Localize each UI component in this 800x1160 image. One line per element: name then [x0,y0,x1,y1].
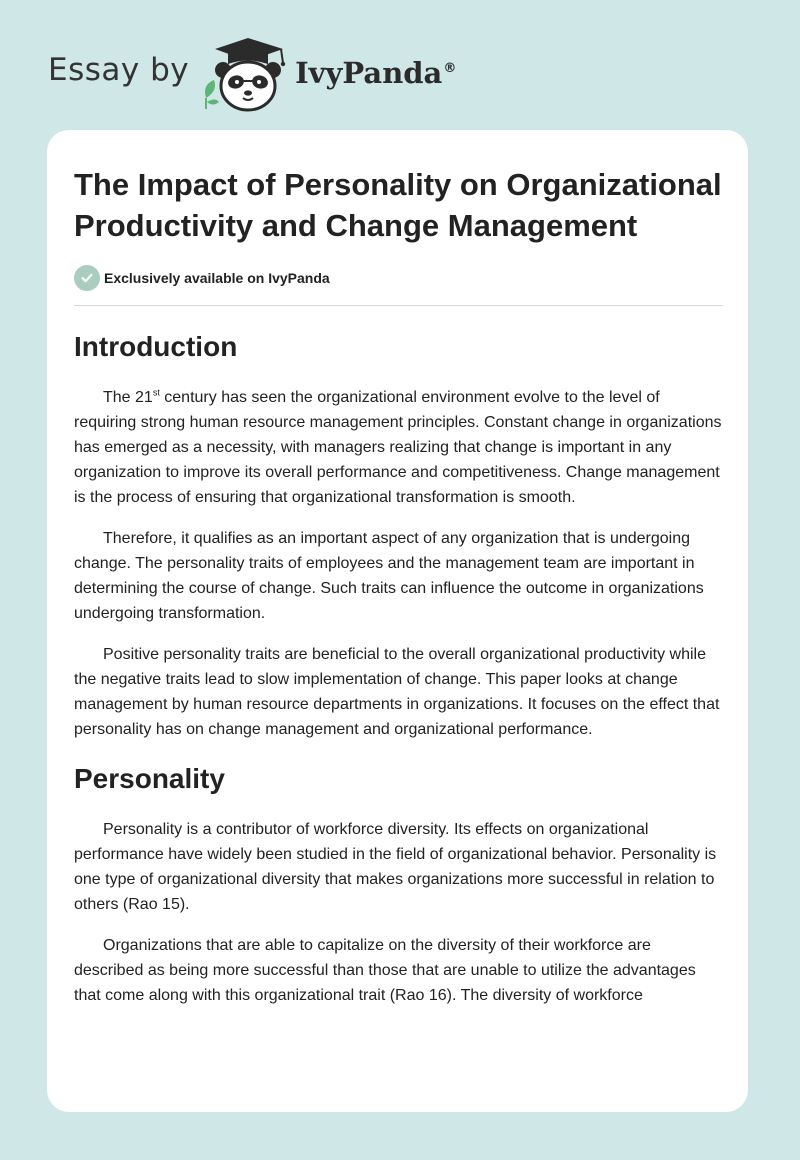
check-icon [74,265,100,291]
panda-logo-icon[interactable] [203,36,293,112]
paragraph: Positive personality traits are beneficial to the overall organizational productivity while the negative traits lead to slow implementation of change. This paper looks at change management by human resource departments in organizations. It focuses on the effect that personality has on change management and organizational performance. [74,646,720,738]
exclusive-label: Exclusively available on IvyPanda [104,270,330,286]
section-heading-personality: Personality [74,763,225,794]
paragraph: Therefore, it qualifies as an important aspect of any organization that is undergoing change. The personality traits of employees and the management team are important in determining the course of change. Such traits can influence the outcome in organizations undergoing transformation. [74,530,704,622]
brand-name: IvyPanda® [295,56,457,90]
section-heading-introduction: Introduction [74,331,238,362]
paragraph: Organizations that are able to capitalize on the diversity of their workforce are described as being more successful than those that are unable to utilize the advantages that come along with this organizational trait (Rao 16). The diversity of workforce [74,937,696,1004]
exclusive-badge [74,265,724,291]
paragraph: The 21st century has seen the organizational environment evolve to the level of requiring strong human resource management principles. Constant change in organizations has emerged as a necessity, with managers realizing that change is important in any organization to improve its overall performance and competitiveness. Change management is the process of ensuring that organizational transformation is smooth. [74,387,722,506]
divider [74,305,723,306]
site-header [48,36,456,112]
essay-title: The Impact of Personality on Organizational Productivity and Change Management [74,167,722,243]
essay-card [47,130,748,1112]
superscript-ordinal: st [152,387,160,398]
paragraph: Personality is a contributor of workforce diversity. Its effects on organizational performance have widely been studied in the field of organizational behavior. Personality is one type of organizational diversity that makes organizations more successful in relation to others (Rao 15). [74,821,717,913]
registered-mark: ® [443,61,457,77]
essay-by-label: Essay by [48,52,190,88]
